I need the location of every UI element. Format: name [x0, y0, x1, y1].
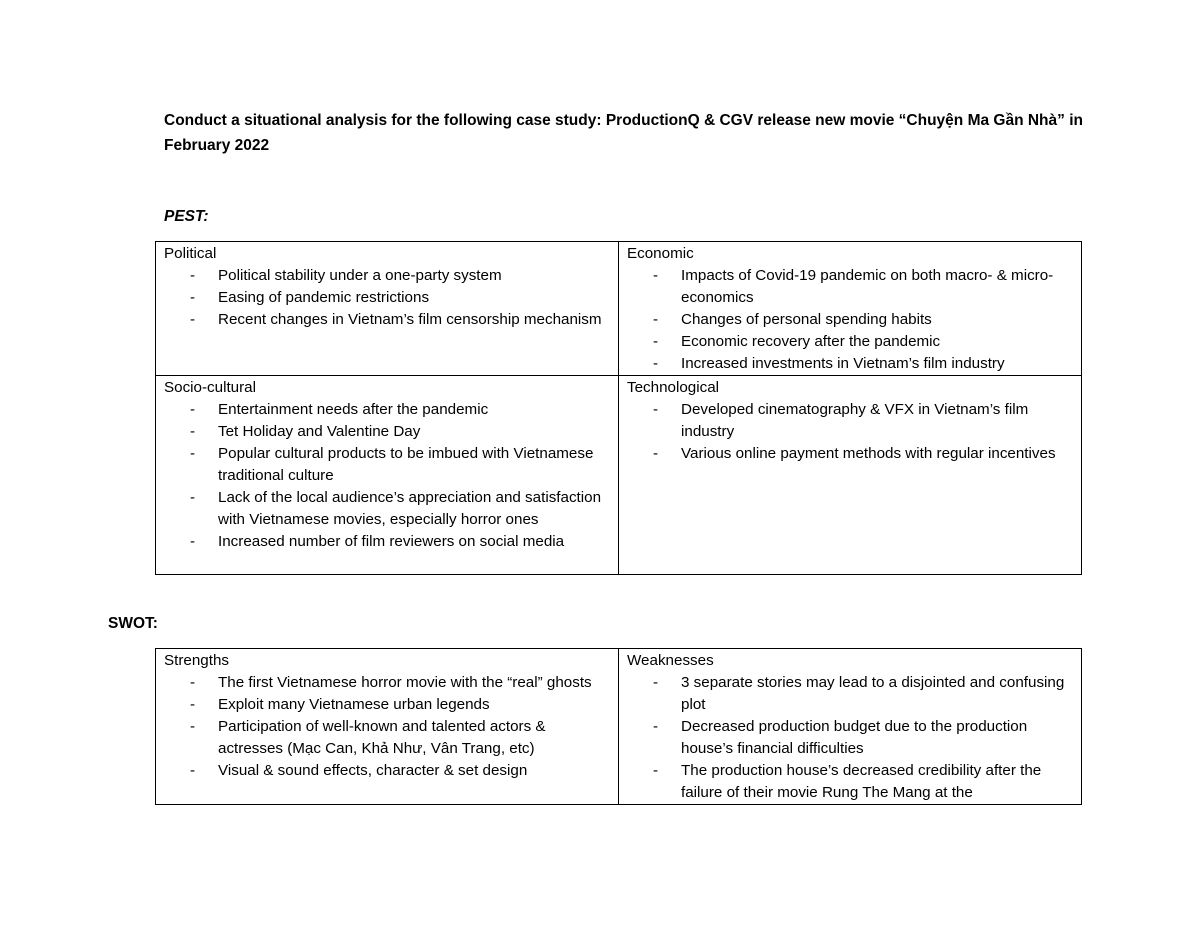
socio-cultural-title: Socio-cultural [164, 379, 257, 396]
list-item: - Recent changes in Vietnam’s film censorship mechanism [218, 309, 610, 331]
technological-title: Technological [627, 379, 720, 396]
weaknesses-cell [619, 649, 1082, 805]
list-item: - Decreased production budget due to the production house’s financial difficulties [681, 716, 1073, 760]
list-item: - Entertainment needs after the pandemic [218, 399, 610, 421]
list-item: - Economic recovery after the pandemic [681, 331, 1073, 353]
political-list [164, 265, 610, 331]
list-item: - The production house’s decreased credibility after the failure of their movie Rung The Mang at the [681, 760, 1073, 804]
pest-heading: PEST: [164, 208, 209, 225]
technological-cell [619, 376, 1082, 575]
socio-cultural-list [164, 399, 610, 553]
technological-list [627, 399, 1073, 465]
list-item: - Developed cinematography & VFX in Vietnam’s film industry [681, 399, 1073, 443]
economic-list [627, 265, 1073, 375]
pest-row-1 [156, 242, 1082, 376]
socio-cultural-cell [156, 376, 619, 575]
list-item: - Various online payment methods with regular incentives [681, 443, 1073, 465]
swot-row-1 [156, 649, 1082, 805]
list-item: - Changes of personal spending habits [681, 309, 1073, 331]
list-item: - Exploit many Vietnamese urban legends [218, 694, 610, 716]
list-item: - Political stability under a one-party system [218, 265, 610, 287]
strengths-list [164, 672, 610, 782]
list-item: - The first Vietnamese horror movie with the “real” ghosts [218, 672, 610, 694]
weaknesses-title: Weaknesses [627, 652, 714, 669]
economic-title: Economic [627, 245, 694, 262]
economic-cell [619, 242, 1082, 376]
pest-row-2 [156, 376, 1082, 575]
pest-table [155, 241, 1082, 575]
list-item: - Easing of pandemic restrictions [218, 287, 610, 309]
list-item: - Lack of the local audience’s appreciation and satisfaction with Vietnamese movies, especially horror ones [218, 487, 610, 531]
swot-heading: SWOT: [108, 615, 158, 632]
list-item: - Increased investments in Vietnam’s film industry [681, 353, 1073, 375]
list-item: - Tet Holiday and Valentine Day [218, 421, 610, 443]
list-item: - 3 separate stories may lead to a disjointed and confusing plot [681, 672, 1073, 716]
strengths-cell [156, 649, 619, 805]
political-title: Political [164, 245, 217, 262]
political-cell [156, 242, 619, 376]
weaknesses-list [627, 672, 1073, 804]
swot-table [155, 648, 1082, 805]
list-item: - Visual & sound effects, character & set design [218, 760, 610, 782]
document-title: Conduct a situational analysis for the following case study: ProductionQ & CGV release new movie “Chuyện Ma Gần Nhà” in February 2022 [164, 112, 1083, 154]
list-item: - Increased number of film reviewers on social media [218, 531, 610, 553]
list-item: - Participation of well-known and talented actors & actresses (Mạc Can, Khả Như, Vân Trang, etc) [218, 716, 610, 760]
list-item: - Impacts of Covid-19 pandemic on both macro- & micro-economics [681, 265, 1073, 309]
strengths-title: Strengths [164, 652, 230, 669]
list-item: - Popular cultural products to be imbued with Vietnamese traditional culture [218, 443, 610, 487]
